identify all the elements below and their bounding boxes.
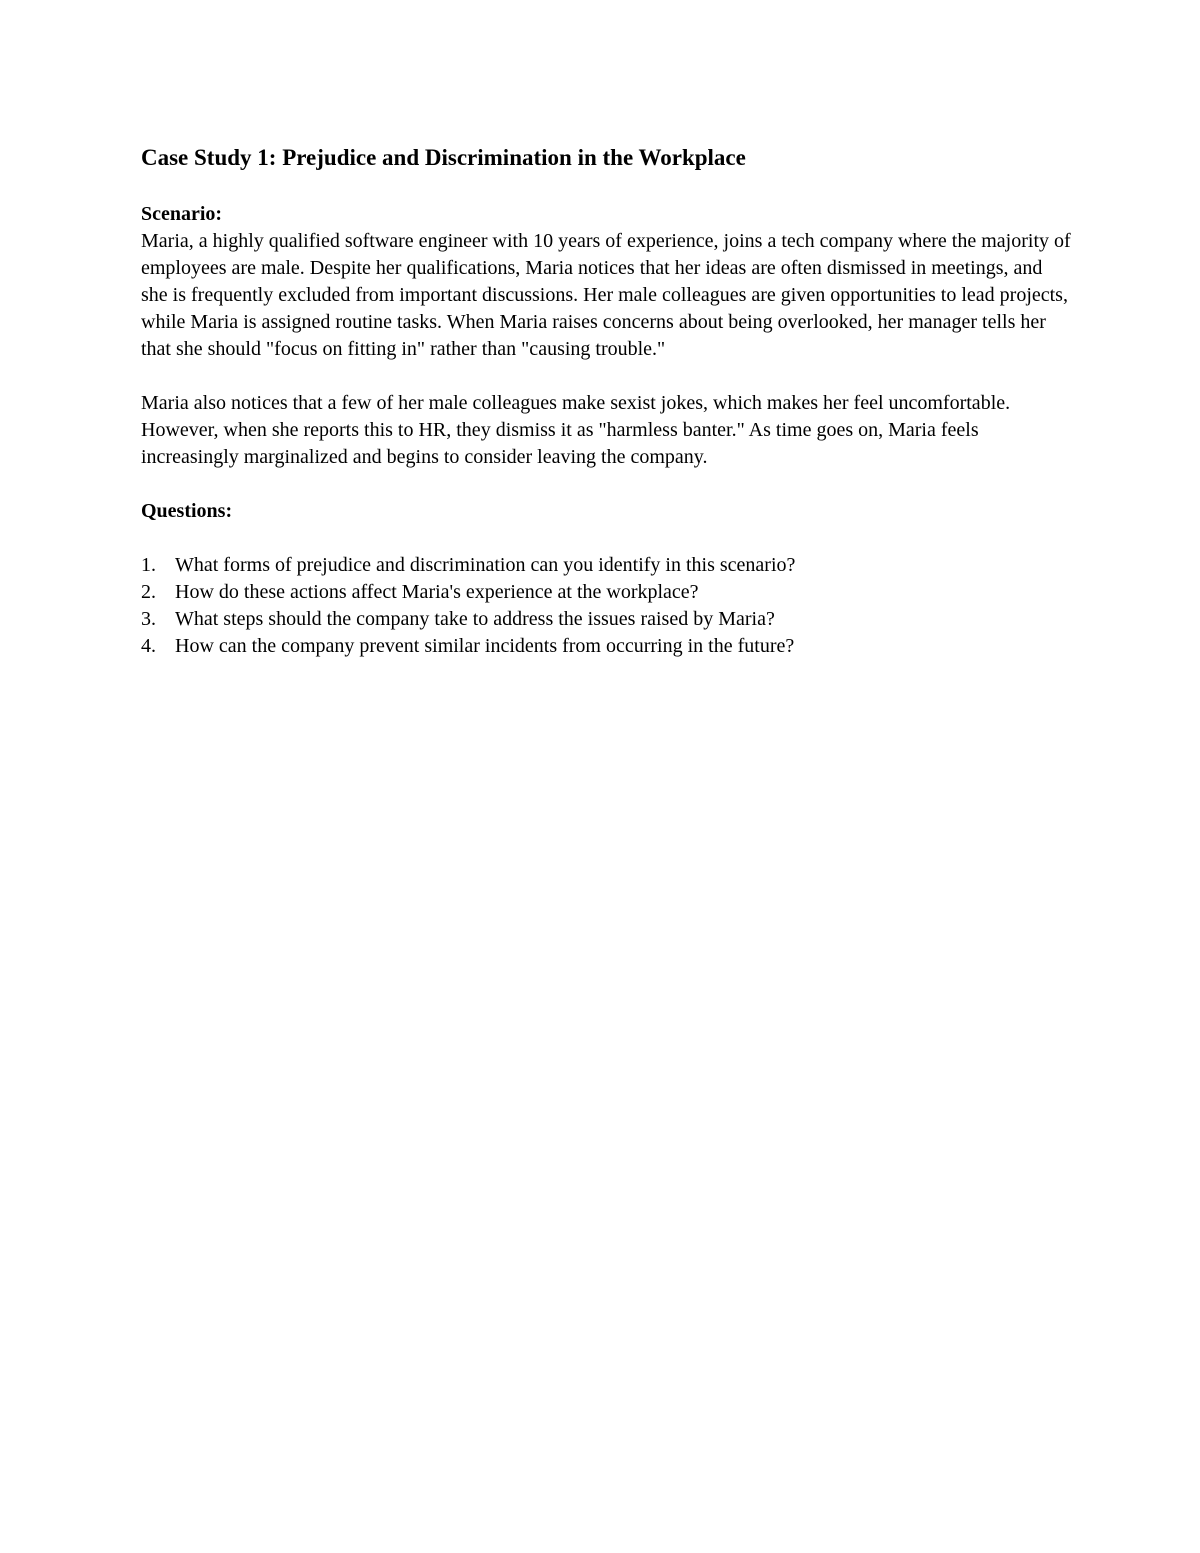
document-body [141, 140, 1071, 660]
question-item [141, 606, 1071, 633]
question-number: 1. [141, 554, 156, 576]
scenario-paragraph-1: Maria, a highly qualified software engineer with 10 years of experience, joins a tech company where the majority of employees are male. Despite her qualifications, Maria notices that her ideas are often dismissed in meetings, and she is frequently excluded from important discussions. Her male colleagues are given opportunities to lead projects, while Maria is assigned routine tasks. When Maria raises concerns about being overlooked, her manager tells her that she should "focus on fitting in" rather than "causing trouble." [141, 230, 1071, 360]
question-item [141, 552, 1071, 579]
scenario-paragraph-2: Maria also notices that a few of her male colleagues make sexist jokes, which makes her feel uncomfortable. However, when she reports this to HR, they dismiss it as "harmless banter." As time goes on, Maria feels increasingly marginalized and begins to consider leaving the company. [141, 392, 1011, 468]
questions-heading: Questions: [141, 500, 233, 522]
question-number: 4. [141, 635, 156, 657]
question-text: How can the company prevent similar incidents from occurring in the future? [175, 635, 795, 657]
questions-list [141, 552, 1071, 660]
question-text: What forms of prejudice and discrimination can you identify in this scenario? [175, 554, 796, 576]
question-text: What steps should the company take to address the issues raised by Maria? [175, 608, 775, 630]
question-text: How do these actions affect Maria's experience at the workplace? [175, 581, 699, 603]
document-title: Case Study 1: Prejudice and Discrimination in the Workplace [141, 145, 746, 170]
question-item [141, 633, 1071, 660]
question-number: 3. [141, 608, 156, 630]
scenario-heading: Scenario: [141, 203, 223, 225]
question-number: 2. [141, 581, 156, 603]
question-item [141, 579, 1071, 606]
